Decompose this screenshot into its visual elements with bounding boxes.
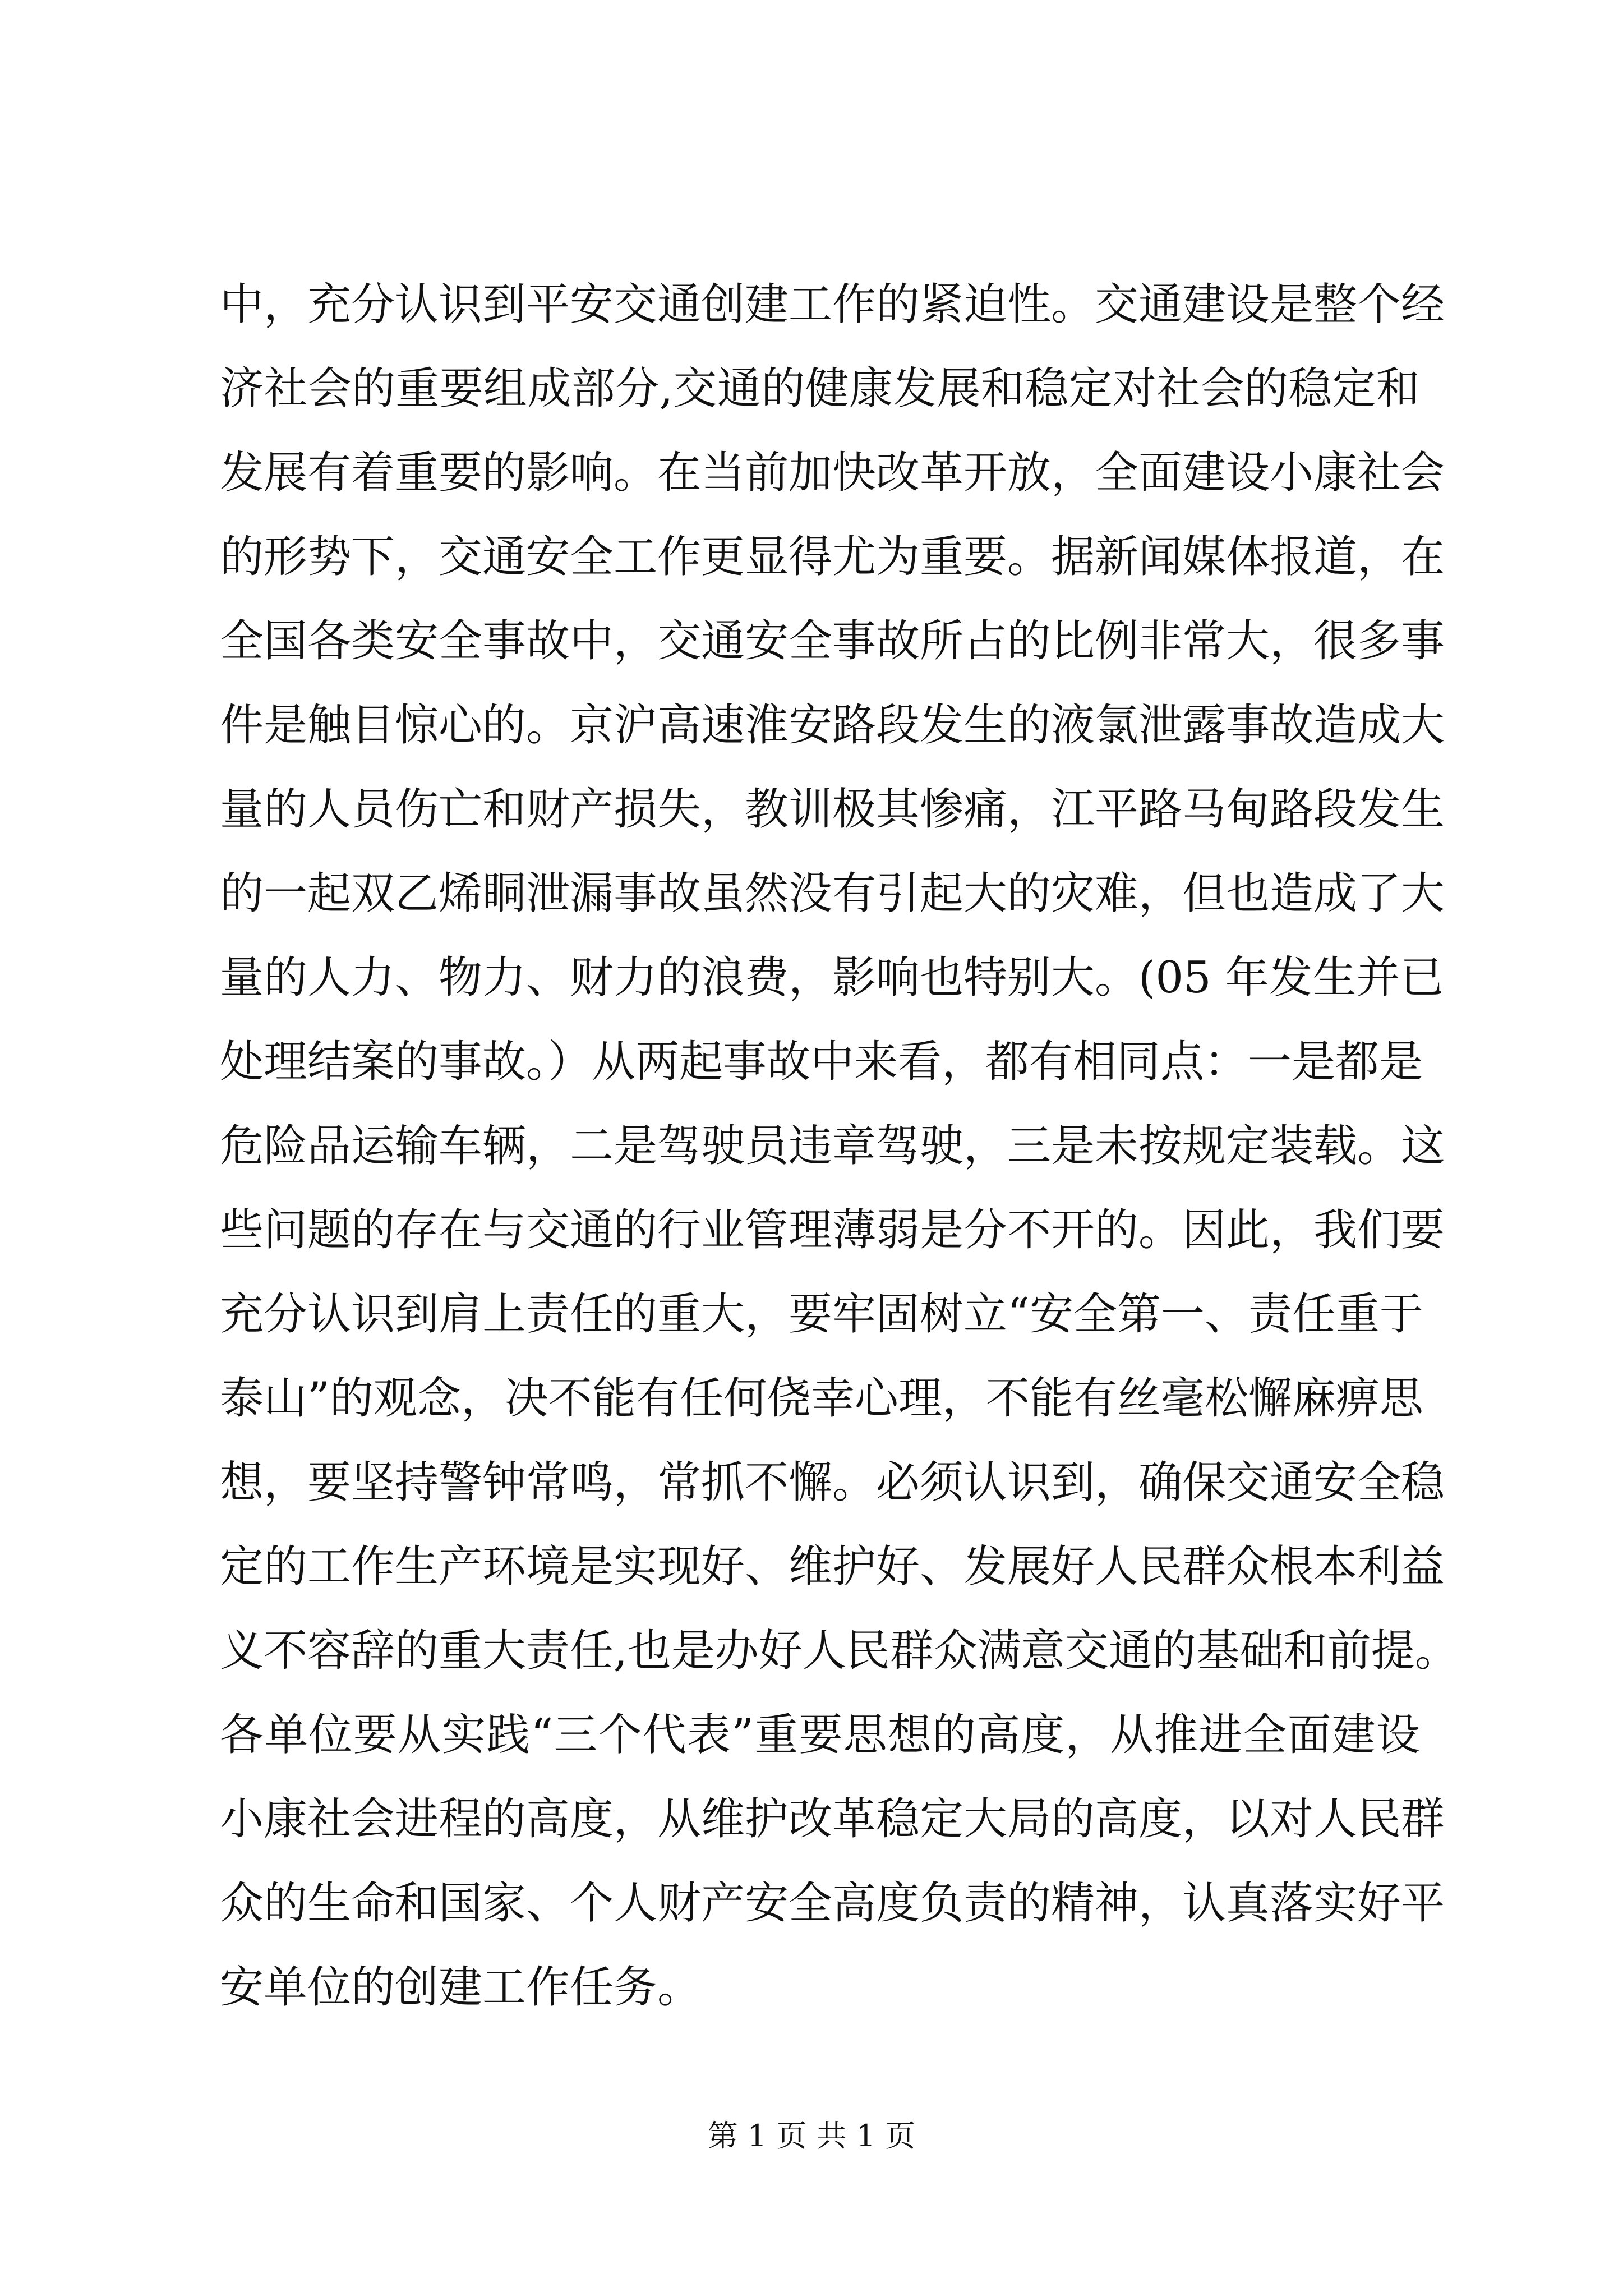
- text-line: 充分认识到肩上责任的重大，要牢固树立“安全第一、责任重于: [220, 1289, 1423, 1340]
- text-line: 危险品运输车辆，二是驾驶员违章驾驶，三是未按规定装载。这: [220, 1121, 1445, 1171]
- text-line: 中，充分认识到平安交通创建工作的紧迫性。交通建设是整个经: [220, 279, 1445, 330]
- text-line: 发展有着重要的影响。在当前加快改革开放，全面建设小康社会: [220, 448, 1445, 498]
- text-line: 量的人力、物力、财力的浪费，影响也特别大。(05 年发生并已: [220, 953, 1444, 1003]
- text-line: 些问题的存在与交通的行业管理薄弱是分不开的。因此，我们要: [220, 1205, 1445, 1255]
- text-line: 处理结案的事故。）从两起事故中来看，都有相同点：一是都是: [220, 1037, 1423, 1087]
- page-number-footer: 第 1 页 共 1 页: [707, 2118, 916, 2154]
- text-line: 义不容辞的重大责任,也是办好人民群众满意交通的基础和前提。: [220, 1626, 1459, 1676]
- text-line: 济社会的重要组成部分,交通的健康发展和稳定对社会的稳定和: [220, 364, 1420, 414]
- text-line: 量的人员伤亡和财产损失，教训极其惨痛，江平路马甸路段发生: [220, 784, 1445, 835]
- text-line: 小康社会进程的高度，从维护改革稳定大局的高度，以对人民群: [220, 1794, 1445, 1844]
- text-line: 各单位要从实践“三个代表”重要思想的高度，从推进全面建设: [220, 1710, 1420, 1760]
- text-line: 的一起双乙烯眮泄漏事故虽然没有引起大的灾难，但也造成了大: [220, 868, 1445, 919]
- text-line: 的形势下，交通安全工作更显得尤为重要。据新闻媒体报道，在: [220, 532, 1445, 582]
- text-line: 定的工作生产环境是实现好、维护好、发展好人民群众根本利益: [220, 1542, 1445, 1592]
- text-line: 泰山”的观念，决不能有任何侥幸心理，不能有丝毫松懈麻痹思: [220, 1373, 1423, 1424]
- body-paragraph: [220, 263, 1459, 2030]
- text-line: 安单位的创建工作任务。: [220, 1962, 702, 2013]
- text-line: 众的生命和国家、个人财产安全高度负责的精神，认真落实好平: [220, 1878, 1445, 1929]
- text-line: 想，要坚持警钟常鸣，常抓不懈。必须认识到，确保交通安全稳: [220, 1457, 1445, 1508]
- text-line: 件是触目惊心的。京沪高速淮安路段发生的液氯泄露事故造成大: [220, 700, 1445, 751]
- text-line: 全国各类安全事故中，交通安全事故所占的比例非常大，很多事: [220, 616, 1445, 666]
